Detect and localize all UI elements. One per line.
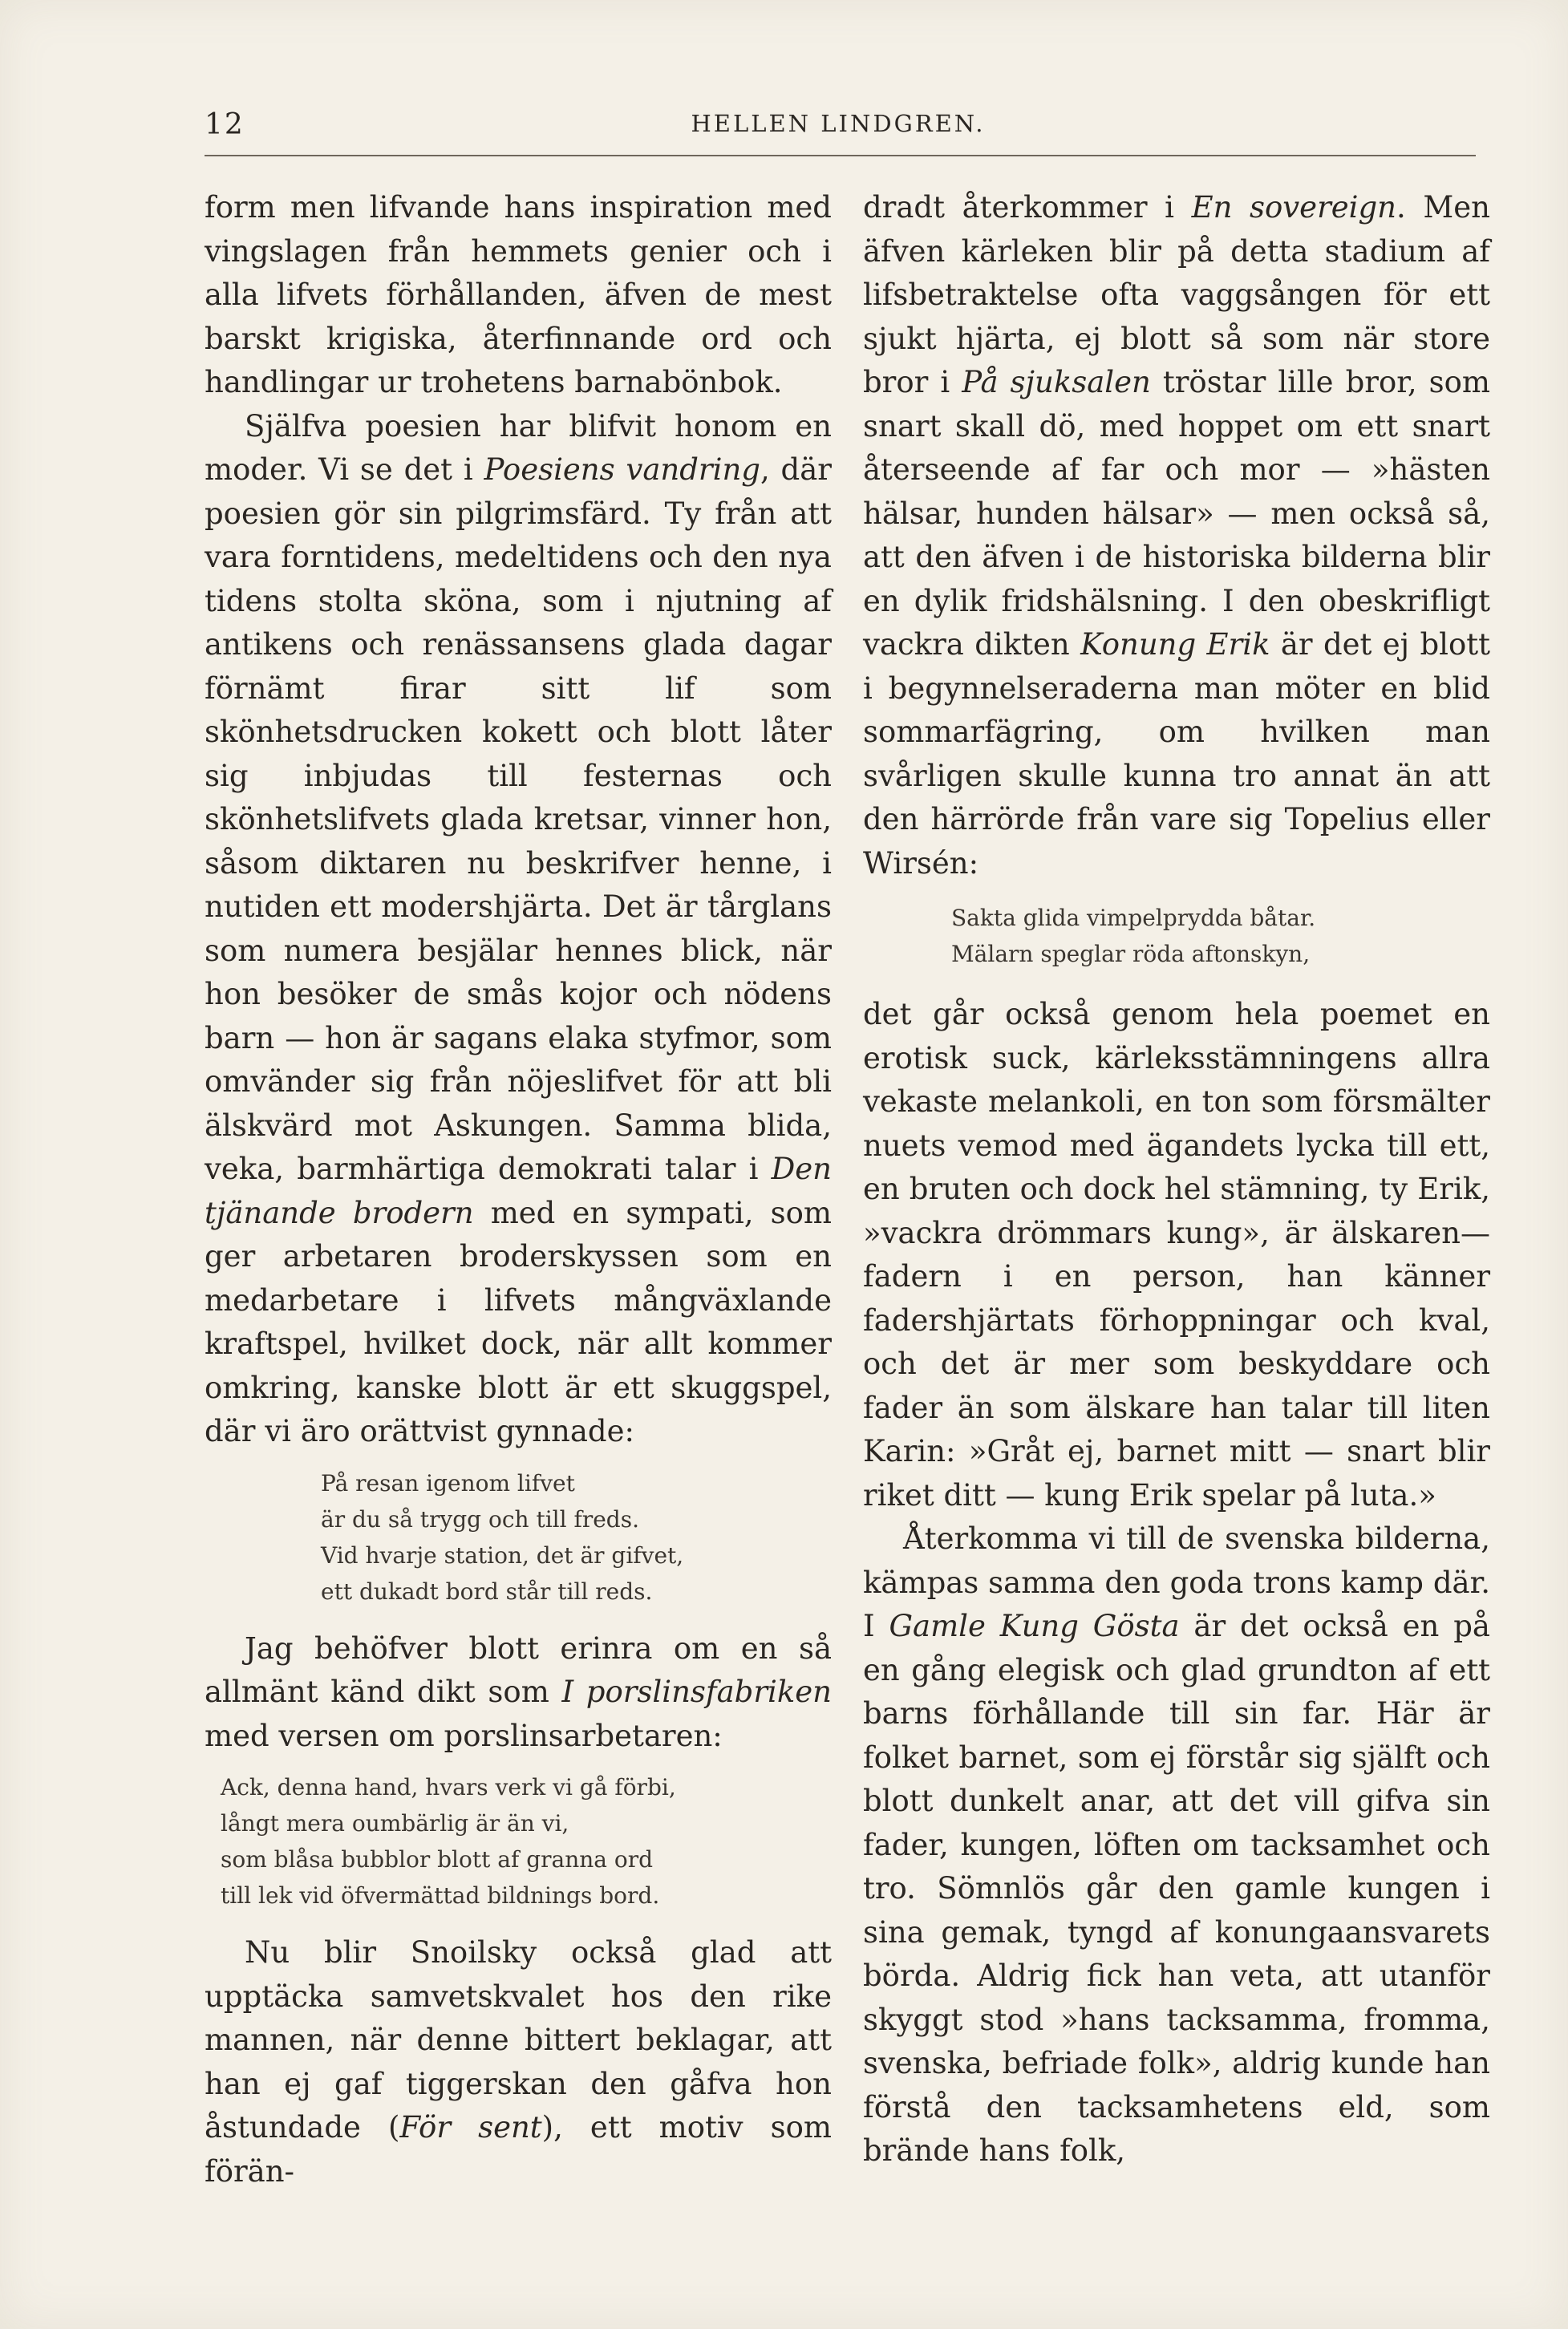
text-run: ), ett motiv som förän- [205, 2110, 832, 2189]
text-run: dradt återkommer i [863, 190, 1192, 225]
poem-title: För sent [399, 2110, 542, 2145]
verse-line: är du så trygg och till freds. [321, 1505, 640, 1533]
paragraph: form men lifvande hans inspiration med vingslagen från hemmets genier och i alla lifvets förhållanden, äfven de mest barskt krigiska, återfinnande ord och handlingar ur trohetens barnabönbok. [205, 190, 832, 399]
page-header [205, 108, 1472, 148]
header-rule [205, 155, 1476, 156]
poem-title: Konung Erik [1080, 627, 1270, 662]
verse-line: Sakta glida vimpelprydda båtar. [951, 905, 1316, 931]
paragraph [205, 1931, 832, 2193]
paragraph [205, 405, 832, 1454]
verse-line: ett dukadt bord står till reds. [321, 1578, 653, 1605]
paragraph: det går också genom hela poemet en erotisk suck, kärleksstämningens allra vekaste melankoli, en ton som försmälter nuets vemod med ägandets lycka till ett, en bruten och dock hel stämning, ty Erik, »vackra drömmars kung», är älskaren—fadern i en person, han känner fadershjärtats förhoppningar och kval, och det är mer som beskyddare och fader än som älskare han talar till liten Karin: »Gråt ej, barnet mitt — snart blir riket ditt — kung Erik spelar på luta.» [863, 997, 1490, 1513]
verse-line: till lek vid öfvermättad bildnings bord. [221, 1882, 660, 1909]
verse-line: Vid hvarje station, det är gifvet, [321, 1541, 684, 1569]
verse-quote [205, 1769, 832, 1914]
text-run: tröstar lille bror, som snart skall dö, med hoppet om ett snart återseende af far och mor — »hästen hälsar, hunden hälsar» — men också så, att den äfven i de historiska bilderna blir en dylik fridshälsning. I den obeskrifligt vackra dikten [863, 365, 1490, 662]
text-run: är det ej blott i begynnelseraderna man möter en blid sommarfägring, om hvilken man svårligen skulle kunna tro annat än att den härrörde från vare sig Topelius eller Wirsén: [863, 627, 1490, 881]
running-head: HELLEN LINDGREN. [691, 110, 986, 137]
poem-title: I porslinsfabriken [561, 1675, 832, 1709]
paragraph [863, 186, 1490, 885]
verse-quote [205, 1465, 832, 1610]
poem-title: På sjuksalen [962, 365, 1151, 399]
text-run: Återkomma vi till de svenska bilderna, kämpas samma den goda trons kamp där. I [863, 1521, 1490, 1643]
text-run: med en sympati, som ger arbetaren broderskyssen som en medarbetare i lifvets mångväxlande kraftspel, hvilket dock, när allt kommer omkring, kanske blott är ett skuggspel, där vi äro orättvist gynnade: [205, 1195, 832, 1448]
poem-title: Gamle Kung Gösta [889, 1609, 1180, 1643]
text-run: , där poesien gör sin pilgrimsfärd. Ty från att vara forntidens, medeltidens och den nya tidens stolta sköna, som i njutning af antikens och renässansens glada dagar förnämt firar sitt lif som skönhetsdrucken kokett och blott låter sig inbjudas till festernas och skönhetslifvets glada kretsar, vinner hon, såsom diktaren nu beskrifver henne, i nutiden ett modershjärta. Det är tårglans som numera besjälar hennes blick, när hon besöker de smås kojor och nödens barn — hon är sagans elaka styfmor, som omvänder sig från nöjeslifvet för att bli älskvärd mot Askungen. Samma blida, veka, barmhärtiga demokrati talar i [205, 452, 832, 1186]
text-run: med versen om porslinsarbetaren: [205, 1718, 723, 1753]
poem-title: Den tjänande brodern [205, 1152, 832, 1230]
page-number: 12 [205, 108, 245, 141]
text-run: Nu blir Snoilsky också glad att upptäcka samvetskvalet hos den rike mannen, när denne bittert beklagar, att han ej gaf tiggerskan den gåfva hon åstundade ( [205, 1935, 832, 2145]
paragraph [205, 1627, 832, 1759]
paragraph [863, 1517, 1490, 2173]
verse-line: På resan igenom lifvet [321, 1469, 575, 1497]
verse-quote [863, 900, 1490, 972]
text-run: . Men äfven kärleken blir på detta stadium af lifsbetraktelse ofta vaggsången för ett sjukt hjärta, ej blott så som när store bror i [863, 190, 1490, 399]
text-run: är det också en på en gång elegisk och glad grundton af ett barns förhållande till sin far. Här är folket barnet, som ej förstår sig själft och blott dunkelt anar, att det vill gifva sin fader, kungen, löften om tacksamhet och tro. Sömnlös går den gamle kungen i sina gemak, tyngd af konungaansvarets börda. Aldrig fick han veta, att utanför skyggt stod »hans tacksamma, fromma, svenska, befriade folk», aldrig kunde han förstå den tacksamhetens eld, som brände hans folk, [863, 1609, 1490, 2168]
text-run: Själfva poesien har blifvit honom en moder. Vi se det i [205, 408, 832, 487]
verse-line: långt mera oumbärlig är än vi, [221, 1810, 569, 1837]
verse-line: Ack, denna hand, hvars verk vi gå förbi, [221, 1774, 676, 1800]
verse-line: Mälarn speglar röda aftonskyn, [951, 941, 1311, 967]
verse-line: som blåsa bubblor blott af granna ord [221, 1846, 654, 1873]
text-run: Jag behöfver blott erinra om en så allmänt känd dikt som [205, 1630, 832, 1709]
poem-title: En sovereign [1191, 190, 1397, 225]
poem-title: Poesiens vandring [484, 452, 760, 487]
left-column [205, 186, 832, 2193]
right-column [863, 186, 1490, 2173]
